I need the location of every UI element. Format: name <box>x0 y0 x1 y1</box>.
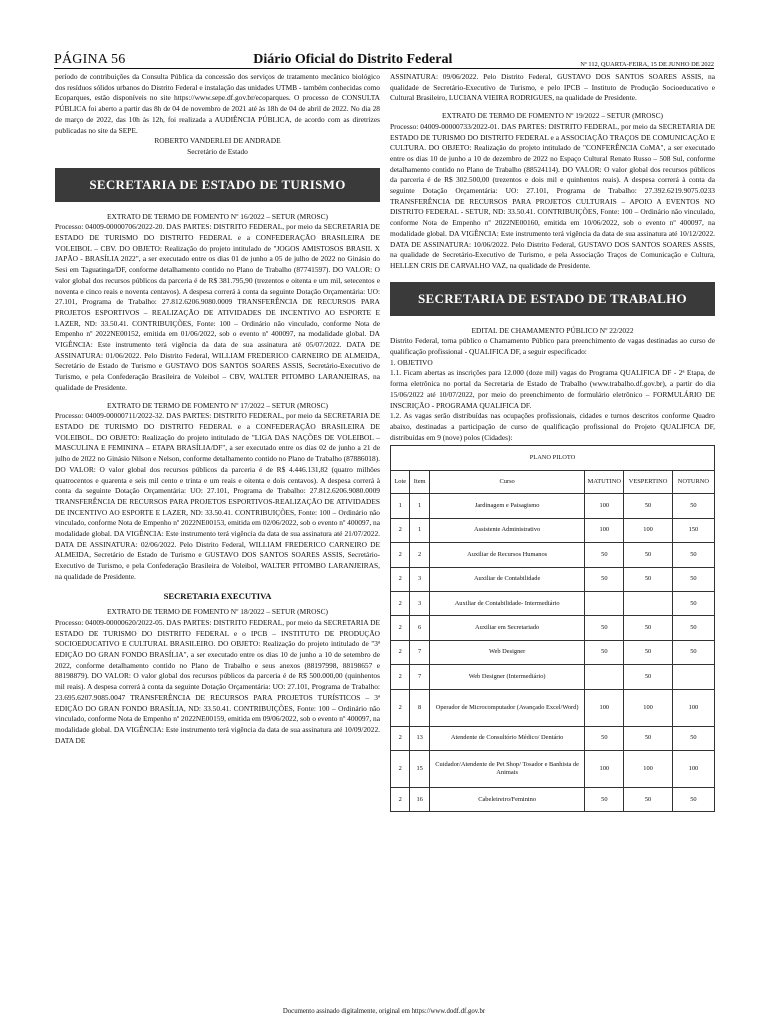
table-row <box>391 665 715 689</box>
extract-17-body: Processo: 04009-00000711/2022-32. DAS PARTES: DISTRITO FEDERAL, por meio da SECRETARIA DE ESTADO DE TURISMO DO DISTRITO FEDERAL e a CONFEDERAÇÃO BRASILEIRA DE VOLEIBOL. DO OBJETO: Realização do projeto intitulado de "LIGA DAS NAÇÕES DE VOLEIBOL – MASCULINA E FEMININA – ETAPA BRASÍLIA/DF", a ser executado entre os dias 02 de junho a 21 de julho de 2022 no Ginásio Nilson e Nelson, conforme detalhamento contido no Plano de Trabalho (87886018). DO VALOR: O valor global dos recursos públicos da parceria é de R$ 4.446.131,82 (quatro milhões quatrocentos e quarenta e seis mil cento e trinta e um reais e oitenta e dois centavos). A despesa correrá à conta da seguinte Dotação Orçamentária: UO: 27.101, Programa de Trabalho: 27.812.6206.9080.0009 TRANSFERÊNCIA DE RECURSOS PARA PROJETOS ESPORTIVOS-REALIZAÇÃO DE ATIVIDADES DE INCENTIVO AO ESPORTE E LAZER, ND: 33.50.41. CONTRIBUIÇÕES, Fonte: 100 – Ordinário não vinculado, conforme Nota de Empenho nº 2022NE00153, emitida em 02/06/2022, sob o evento nº 400097, na modalidade global. DA VIGÊNCIA: Este instrumento terá vigência da data de sua assinatura até 21/07/2022. DATA DE ASSINATURA: 02/06/2022. Pelo Distrito Federal, WILLIAM FREDERICO CARNEIRO DE ALMEIDA, Secretário de Estado de Turismo e GUSTAVO DOS SANTOS SOARES ASSIS, Secretário-Executivo de Turismo, e pela Confederação Brasileira de Voleibol, WALTER PITOMBO LARANJEIRAS, na qualidade de Presidente. <box>55 411 380 581</box>
table-cell: Web Designer (Intermediário) <box>429 665 585 689</box>
column-header: Curso <box>429 471 585 494</box>
table-cell: Jardinagem e Paisagismo <box>429 494 585 518</box>
section-banner-trabalho: SECRETARIA DE ESTADO DE TRABALHO <box>390 282 715 316</box>
objective-heading: 1. OBJETIVO <box>390 357 433 367</box>
edital-intro: Distrito Federal, torna público o Chamamento Público para preenchimento de vagas destinadas ao curso de qualificação profissional - QUALIFICA DF, a seguir especificado: <box>390 336 715 357</box>
table-cell <box>585 665 624 689</box>
table-cell: Atendente de Consultório Médico/ Dentário <box>429 726 585 750</box>
item-1-1: 1.1. Ficam abertas as inscrições para 12.000 (doze mil) vagas do Programa QUALIFICA DF - 2ª Etapa, de forma eletrônica no portal da Secretaria de Estado de Trabalho (www.trabalho.df.gov.br), a partir do dia 15/06/2022 até 10/07/2022, por meio do preenchimento de formulário eletrônico – FORMULÁRIO DE INSCRIÇÃO - PROGRAMA QUALIFICA DF. <box>390 368 715 410</box>
table-cell: 50 <box>672 591 714 615</box>
table-cell: 50 <box>624 665 673 689</box>
table-cell: 100 <box>624 750 673 787</box>
table-cell: Auxiliar de Recursos Humanos <box>429 543 585 567</box>
table-cell: Auxiliar em Secretariado <box>429 616 585 640</box>
table-cell: 2 <box>391 591 410 615</box>
right-column <box>390 72 715 972</box>
table-cell: 15 <box>410 750 429 787</box>
table-cell: 50 <box>624 726 673 750</box>
left-column <box>55 72 380 972</box>
signatory-role: Secretário de Estado <box>187 146 248 156</box>
extract-18-continuation: ASSINATURA: 09/06/2022. Pelo Distrito Federal, GUSTAVO DOS SANTOS SOARES ASSIS, na qualidade de Secretário-Executivo de Turismo, e pelo IPCB – Instituto de Produção Socioeducativo e Cultural Brasileiro, LUCIANA VIEIRA RODRIGUES, na qualidade de Presidente. <box>390 72 715 103</box>
table-row <box>391 518 715 542</box>
table-cell: 8 <box>410 689 429 726</box>
table-cell: 50 <box>672 616 714 640</box>
table-cell: 1 <box>410 494 429 518</box>
table-cell: 50 <box>672 543 714 567</box>
table-row <box>391 567 715 591</box>
table-cell: 6 <box>410 616 429 640</box>
journal-title: Diário Oficial do Distrito Federal <box>253 52 453 67</box>
table-cell: 2 <box>391 750 410 787</box>
table-cell: Operador de Microcomputador (Avançado Excel/Word) <box>429 689 585 726</box>
table-cell: Assistente Administrativo <box>429 518 585 542</box>
table-cell: 2 <box>391 726 410 750</box>
table-caption: PLANO PILOTO <box>391 446 715 471</box>
page-footer: Documento assinado digitalmente, original em https://www.dodf.df.gov.br <box>282 1008 486 1015</box>
table-cell: 3 <box>410 591 429 615</box>
table-cell: 2 <box>391 567 410 591</box>
table-cell: 50 <box>624 640 673 664</box>
table-row <box>391 494 715 518</box>
table-row <box>391 543 715 567</box>
table-cell: 50 <box>672 726 714 750</box>
table-cell: Cabeleireiro/Feminino <box>429 787 585 811</box>
table-cell: 100 <box>624 518 673 542</box>
table-row <box>391 726 715 750</box>
table-cell: 50 <box>585 640 624 664</box>
extract-18-body: Processo: 04009-00000620/2022-05. DAS PARTES: DISTRITO FEDERAL, por meio da SECRETARIA DE ESTADO DE TURISMO DO DISTRITO FEDERAL e o IPCB – INSTITUTO DE PRODUÇÃO SOCIOEDUCATIVO E CULTURAL BRASILEIRO. DO OBJETO: Realização do projeto intitulado de "3ª EDIÇÃO DO GRAN FONDO BRASÍLIA", a ser executado entre os dias 10 de junho a 10 de setembro de 2022, conforme detalhamento contido no Plano de Trabalho e seus anexos (88197998, 88198657 e 88198879). DO VALOR: O valor global dos recursos públicos da parceria é de R$ 500.000,00 (quinhentos mil reais). A despesa correrá à conta da seguinte Dotação Orçamentária: UO: 27.101, Programa de Trabalho: 23.695.6207.9085.0047 TRANSFERÊNCIA DE RECURSOS PARA PROJETOS TURÍSTICOS – 3ª EDIÇÃO DO GRAN FONDO BRASÍLIA, ND: 33.50.41. CONTRIBUIÇÕES, Fonte: 100 – Ordinário não vinculado, conforme Nota de Empenho nº 2022NE00159, emitida em 09/06/2022, sob o evento nº 400097, na modalidade global. DA VIGÊNCIA: Este instrumento terá vigência da data de sua assinatura até 10/09/2022. DATA DE <box>55 617 380 745</box>
table-cell: Cuidador/Atendente de Pet Shop/ Tosador e Banhista de Animais <box>429 750 585 787</box>
table-cell: 2 <box>391 640 410 664</box>
table-cell: 50 <box>585 543 624 567</box>
table-cell: Auxiliar de Contabilidade- Intermediário <box>429 591 585 615</box>
table-row <box>391 750 715 787</box>
extract-19-title: EXTRATO DE TERMO DE FOMENTO Nº 19/2022 – SETUR (MROSC) <box>442 111 663 121</box>
extract-16-body: Processo: 04009-00000706/2022-20. DAS PARTES: DISTRITO FEDERAL, por meio da SECRETARIA DE ESTADO DE TURISMO DO DISTRITO FEDERAL e a CONFEDERAÇÃO BRASILEIRA DE VOLEIBOL – CBV. DO OBJETO: Realização do projeto intitulado de "JOGOS AMISTOSOS BRASIL X JAPÃO - BRASÍLIA 2022", a ser executado entre os dias 01 de junho a 05 de julho de 2022 no Ginásio do Sesi em Taguatinga/DF, conforme detalhamento contido no Plano de Trabalho (87741597). DO VALOR: O valor global dos recursos públicos da parceria é de R$ 381.795,90 (trezentos e oitenta e um mil, setecentos e noventa e cinco reais e noventa centavos). A despesa correrá à conta da seguinte Dotação Orçamentária: UO: 27.101, Programa de Trabalho: 27.812.6206.9080.0009 TRANSFERÊNCIA DE RECURSOS PARA PROJETOS ESPORTIVOS – REALIZAÇÃO DE ATIVIDADES DE INCENTIVO AO ESPORTE E LAZER, ND: 33.50.41. CONTRIBUIÇÕES, Fonte: 100 – Ordinário não vinculado, conforme Nota de Empenho nº 2022NE00152, emitida em 01/06/2022, sob o evento nº 400097, na modalidade global. DA VIGÊNCIA: Este instrumento terá vigência da data de sua assinatura até 05/07/2022. DATA DE ASSINATURA: 01/06/2022. Pelo Distrito Federal, WILLIAM FREDERICO CARNEIRO DE ALMEIDA, Secretário de Estado de Turismo e GUSTAVO DOS SANTOS SOARES ASSIS, Secretário-Executivo de Turismo, e pela Confederação Brasileira de Voleibol – CBV, WALTER PITOMBO LARANJEIRAS, na qualidade de Presidente. <box>55 222 380 392</box>
intro-paragraph: período de contribuições da Consulta Pública da concessão dos serviços de tratamento mecânico biológico dos resíduos sólidos urbanos do Distrito Federal e instalação das unidades UTMB - também conhecidas como Ecoparques, estão disponíveis no site https://www.sepe.df.gov.br/ecoparques. O processo de CONSULTA PÚBLICA foi aberto a partir das 8h de 04 de novembro de 2021 até às 18h de 04 de abril de 2022. No dia 28 de março de 2022, das 10h às 12h, foi realizada a AUDIÊNCIA PÚBLICA, de acordo com as diretrizes publicadas no site da SEPE. <box>55 72 380 135</box>
table-cell: 50 <box>672 494 714 518</box>
extract-18-title: EXTRATO DE TERMO DE FOMENTO Nº 18/2022 – SETUR (MROSC) <box>107 607 328 617</box>
table-cell: 100 <box>585 750 624 787</box>
table-cell <box>585 591 624 615</box>
extract-16-title: EXTRATO DE TERMO DE FOMENTO Nº 16/2022 – SETUR (MROSC) <box>107 211 328 221</box>
extract-17-title: EXTRATO DE TERMO DE FOMENTO Nº 17/2022 – SETUR (MROSC) <box>107 400 328 410</box>
table-cell: 50 <box>672 567 714 591</box>
table-cell: Auxiliar de Contabilidade <box>429 567 585 591</box>
table-cell: 2 <box>391 787 410 811</box>
page-number: PÁGINA 56 <box>54 52 126 67</box>
table-cell: 7 <box>410 640 429 664</box>
table-cell: 100 <box>585 494 624 518</box>
table-header-row <box>391 471 715 494</box>
table-cell: 1 <box>391 494 410 518</box>
table-cell: 100 <box>624 689 673 726</box>
edition-info: Nº 112, QUARTA-FEIRA, 15 DE JUNHO DE 2022 <box>580 61 714 68</box>
table-cell: 100 <box>672 689 714 726</box>
table-cell: 16 <box>410 787 429 811</box>
table-row <box>391 689 715 726</box>
table-cell: 13 <box>410 726 429 750</box>
table-cell: 50 <box>585 726 624 750</box>
table-cell: 100 <box>585 689 624 726</box>
table-row <box>391 616 715 640</box>
table-cell: 50 <box>585 787 624 811</box>
table-cell: 50 <box>624 616 673 640</box>
table-cell: 2 <box>391 689 410 726</box>
section-subheading: SECRETARIA EXECUTIVA <box>163 590 272 601</box>
table-cell: 2 <box>410 543 429 567</box>
table-cell: 50 <box>672 640 714 664</box>
table-cell: 7 <box>410 665 429 689</box>
signatory-name: ROBERTO VANDERLEI DE ANDRADE <box>154 136 281 146</box>
table-cell: 50 <box>585 567 624 591</box>
table-cell: 1 <box>410 518 429 542</box>
table-cell: Web Designer <box>429 640 585 664</box>
page-header <box>54 48 714 69</box>
table-cell: 2 <box>391 543 410 567</box>
table-cell: 50 <box>672 787 714 811</box>
table-cell: 2 <box>391 616 410 640</box>
table-cell: 50 <box>624 567 673 591</box>
table-body <box>391 494 715 812</box>
column-header: Item <box>410 471 429 494</box>
table-row <box>391 640 715 664</box>
table-cell: 50 <box>624 787 673 811</box>
column-header: Lote <box>391 471 410 494</box>
column-header: NOTURNO <box>672 471 714 494</box>
edital-title: EDITAL DE CHAMAMENTO PÚBLICO Nº 22/2022 <box>471 325 634 335</box>
table-cell: 150 <box>672 518 714 542</box>
section-banner-turismo: SECRETARIA DE ESTADO DE TURISMO <box>55 168 380 202</box>
courses-table <box>390 445 715 812</box>
table-cell <box>672 665 714 689</box>
table-cell: 50 <box>624 494 673 518</box>
extract-19-body: Processo: 04009-00000733/2022-01. DAS PARTES: DISTRITO FEDERAL, por meio da SECRETARIA DE ESTADO DE TURISMO DO DISTRITO FEDERAL e a ASSOCIAÇÃO TRAÇOS DE COMUNICAÇÃO E CULTURA. DO OBJETO: Realização do projeto intitulado de "CONFERÊNCIA CoMA", a ser executado entre os dias 10 de junho a 10 de dezembro de 2022 no Espaço Cultural Renato Russo – 508 Sul, conforme detalhamento contido no Plano de Trabalho (88524114). DO VALOR: O valor global dos recursos públicos da parceria é de R$ 302.500,00 (trezentos e dois mil e quinhentos reais). A despesa correrá à conta da seguinte Dotação Orçamentária: UO: 27.101, Programa de Trabalho: 27.392.6219.9075.0233 TRANSFERÊNCIA DE RECURSOS PARA PROJETOS CULTURAIS – APOIO A EVENTOS NO DISTRITO FEDERAL - SETUR, ND: 33.50.41. CONTRIBUIÇÕES, Fonte: 100 – Ordinário não vinculado, conforme Nota de Empenho nº 2022NE00160, emitida em 10/06/2022, sob o evento nº 400097, na modalidade global. DA VIGÊNCIA: Este instrumento terá vigência da data de sua assinatura até 10/12/2022. DATA DE ASSINATURA: 10/06/2022. Pelo Distrito Federal, GUSTAVO DOS SANTOS SOARES ASSIS, na qualidade de Secretário-Executivo de Turismo, e pela Associação Traços de Comunicação e Cultura, HELLEN CRIS DE CARVALHO VAZ, na qualidade de Presidente. <box>390 121 715 270</box>
column-header: VESPERTINO <box>624 471 673 494</box>
table-row <box>391 787 715 811</box>
table-cell: 50 <box>585 616 624 640</box>
table-cell: 2 <box>391 518 410 542</box>
table-cell: 100 <box>672 750 714 787</box>
table-cell <box>624 591 673 615</box>
table-cell: 50 <box>624 543 673 567</box>
table-cell: 3 <box>410 567 429 591</box>
item-1-2: 1.2. As vagas serão distribuídas nas ocupações profissionais, cidades e turnos descritos conforme Quadro abaixo, destinadas a participação de curso de qualificação profissional do Projeto QUALIFICA DF, distribuídas em 9 (nove) polos (Cidades): <box>390 411 715 442</box>
column-header: MATUTINO <box>585 471 624 494</box>
table-row <box>391 591 715 615</box>
table-cell: 2 <box>391 665 410 689</box>
table-cell: 100 <box>585 518 624 542</box>
